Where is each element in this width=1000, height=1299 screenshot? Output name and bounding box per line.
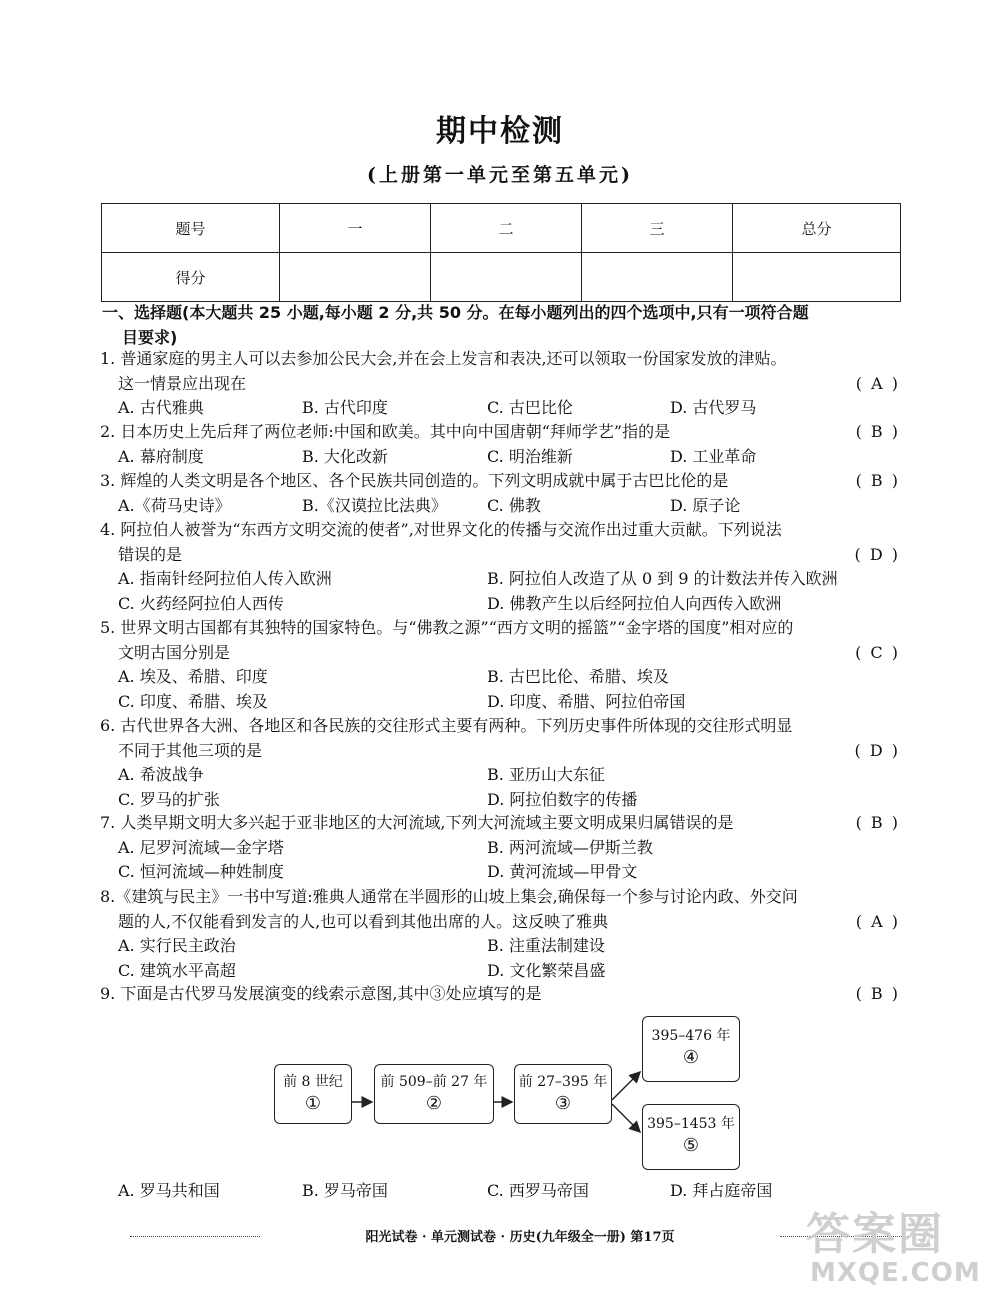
question-3 xyxy=(100,469,900,518)
page-title: 期中检测 xyxy=(436,114,564,149)
options-row xyxy=(100,396,900,421)
score-header-cell: 三 xyxy=(582,204,733,253)
question-7 xyxy=(100,811,900,885)
score-header-cell: 总分 xyxy=(733,204,901,253)
box-period: 前 509–前 27 年 xyxy=(380,1074,488,1090)
option: A.《荷马史诗》 xyxy=(118,495,231,515)
box-number: ④ xyxy=(682,1047,700,1068)
timeline-box xyxy=(374,1064,494,1124)
option: B. 古巴比伦、希腊、埃及 xyxy=(487,667,669,686)
score-cell xyxy=(280,253,431,302)
answer-mark: ( B ) xyxy=(855,984,900,1003)
answer-mark: ( D ) xyxy=(854,740,900,760)
option: B. 亚历山大东征 xyxy=(487,765,605,784)
question-stem: 8.《建筑与民主》一书中写道:雅典人通常在半圆形的山坡上集会,确保每一个参与讨论内政、外交问 xyxy=(100,887,798,906)
score-header-cell: 题号 xyxy=(102,204,280,253)
question-2 xyxy=(100,420,900,469)
timeline-box xyxy=(514,1064,612,1124)
option: D. 拜占庭帝国 xyxy=(670,1181,773,1200)
option: B. 古代印度 xyxy=(302,398,388,417)
option: A. 幕府制度 xyxy=(118,446,204,466)
question-5 xyxy=(100,616,900,714)
answer-mark: ( D ) xyxy=(854,544,900,564)
arrow xyxy=(612,1104,640,1132)
rome-timeline-diagram xyxy=(270,1012,750,1174)
footer-divider xyxy=(130,1236,260,1237)
question-6 xyxy=(100,714,900,812)
watermark-url: MXQE.COM xyxy=(810,1258,981,1288)
box-period: 前 27–395 年 xyxy=(518,1074,608,1090)
timeline-box xyxy=(642,1016,740,1082)
options-row xyxy=(100,445,900,470)
question-stem: 5. 世界文明古国都有其独特的国家特色。与“佛教之源”“西方文明的摇篮”“金字塔的国度”相对应的 xyxy=(100,618,794,637)
score-cell xyxy=(733,253,901,302)
option: D. 原子论 xyxy=(670,495,741,515)
question-stem: 7. 人类早期文明大多兴起于亚非地区的大河流域,下列大河流域主要文明成果归属错误的是 xyxy=(100,813,734,832)
option: D. 文化繁荣昌盛 xyxy=(487,960,606,980)
option: B.《汉谟拉比法典》 xyxy=(302,495,447,515)
page-subtitle: (上册第一单元至第五单元) xyxy=(367,164,633,186)
footer-text: 阳光试卷 · 单元测试卷 · 历史(九年级全一册) 第17页 xyxy=(365,1230,675,1245)
question-stem: 1. 普通家庭的男主人可以去参加公民大会,并在会上发言和表决,还可以领取一份国家发放的津贴。 xyxy=(100,349,787,368)
option: C. 火药经阿拉伯人西传 xyxy=(118,593,284,613)
option: B. 罗马帝国 xyxy=(302,1181,388,1200)
option: A. 埃及、希腊、印度 xyxy=(118,667,268,686)
answer-mark: ( A ) xyxy=(855,373,900,393)
section-heading-line: 一、选择题(本大题共 25 小题,每小题 2 分,共 50 分。在每小题列出的四个选项中,只有一项符合题 xyxy=(102,303,809,322)
box-period: 395–1453 年 xyxy=(647,1116,735,1132)
question-stem: 6. 古代世界各大洲、各地区和各民族的交往形式主要有两种。下列历史事件所体现的交往形式明显 xyxy=(100,716,793,735)
question-stem-cont: 题的人,不仅能看到发言的人,也可以看到其他出席的人。这反映了雅典 xyxy=(118,911,609,931)
watermark-text: 答案圈 xyxy=(806,1209,944,1260)
options-row xyxy=(100,934,900,959)
score-cell xyxy=(582,253,733,302)
options-row xyxy=(100,763,900,788)
box-number: ① xyxy=(304,1093,322,1114)
options-row xyxy=(100,592,900,617)
option: C. 罗马的扩张 xyxy=(118,789,220,809)
options-row xyxy=(100,494,900,519)
score-row-label: 得分 xyxy=(102,253,280,302)
question-stem-cont: 错误的是 xyxy=(118,544,183,564)
options-row xyxy=(100,836,900,861)
options-row xyxy=(100,567,900,592)
arrow xyxy=(612,1072,640,1100)
question-9 xyxy=(100,982,900,1007)
options-row xyxy=(100,959,900,984)
option: A. 指南针经阿拉伯人传入欧洲 xyxy=(118,569,332,588)
option: B. 两河流域—伊斯兰教 xyxy=(487,837,653,857)
option: D. 佛教产生以后经阿拉伯人向西传入欧洲 xyxy=(487,593,782,613)
option: C. 印度、希腊、埃及 xyxy=(118,691,268,711)
option: D. 阿拉伯数字的传播 xyxy=(487,789,638,809)
option: D. 工业革命 xyxy=(670,446,757,466)
section-heading xyxy=(102,300,902,350)
page-footer xyxy=(130,1226,910,1246)
option: C. 明治维新 xyxy=(487,446,573,466)
question-1 xyxy=(100,347,900,421)
box-number: ③ xyxy=(554,1093,572,1114)
section-heading-line: 目要求) xyxy=(122,328,178,347)
box-number: ② xyxy=(425,1093,443,1114)
question-8 xyxy=(100,885,900,983)
options-row xyxy=(100,788,900,813)
answer-mark: ( B ) xyxy=(855,471,900,490)
question-stem: 4. 阿拉伯人被誉为“东西方文明交流的使者”,对世界文化的传播与交流作出过重大贡献。下列说法 xyxy=(100,520,782,539)
score-header-cell: 一 xyxy=(280,204,431,253)
score-cell xyxy=(431,253,582,302)
score-header-cell: 二 xyxy=(431,204,582,253)
option: A. 尼罗河流域—金字塔 xyxy=(118,837,284,857)
score-table-score-row xyxy=(102,253,901,302)
question-stem-cont: 文明古国分别是 xyxy=(118,642,231,662)
score-table-header-row xyxy=(102,204,901,253)
option: A. 罗马共和国 xyxy=(118,1181,220,1200)
watermark-logo xyxy=(806,1198,996,1293)
answer-mark: ( B ) xyxy=(855,422,900,441)
option: D. 古代罗马 xyxy=(670,398,757,417)
option: C. 佛教 xyxy=(487,495,541,515)
question-stem-cont: 这一情景应出现在 xyxy=(118,373,247,393)
score-table xyxy=(101,203,901,302)
options-row xyxy=(100,1179,900,1204)
box-number: ⑤ xyxy=(682,1135,700,1156)
option: B. 大化改新 xyxy=(302,446,388,466)
option: C. 西罗马帝国 xyxy=(487,1181,589,1200)
options-row xyxy=(100,690,900,715)
answer-mark: ( B ) xyxy=(855,813,900,832)
option: C. 古巴比伦 xyxy=(487,398,573,417)
question-stem-cont: 不同于其他三项的是 xyxy=(118,740,263,760)
question-stem: 9. 下面是古代罗马发展演变的线索示意图,其中③处应填写的是 xyxy=(100,984,542,1003)
question-4 xyxy=(100,518,900,616)
option: D. 黄河流域—甲骨文 xyxy=(487,862,638,881)
option: A. 希波战争 xyxy=(118,765,204,784)
timeline-box xyxy=(274,1064,352,1124)
answer-mark: ( C ) xyxy=(855,642,900,662)
option: C. 恒河流域—种姓制度 xyxy=(118,862,284,881)
option: B. 阿拉伯人改造了从 0 到 9 的计数法并传入欧洲 xyxy=(487,569,838,588)
box-period: 395–476 年 xyxy=(651,1028,731,1044)
answer-mark: ( A ) xyxy=(855,911,900,931)
options-row xyxy=(100,665,900,690)
option: A. 古代雅典 xyxy=(118,398,204,417)
question-9-options xyxy=(100,1179,900,1204)
option: B. 注重法制建设 xyxy=(487,936,605,955)
question-stem: 3. 辉煌的人类文明是各个地区、各个民族共同创造的。下列文明成就中属于古巴比伦的是 xyxy=(100,471,729,490)
options-row xyxy=(100,860,900,885)
option: A. 实行民主政治 xyxy=(118,936,236,955)
option: D. 印度、希腊、阿拉伯帝国 xyxy=(487,691,686,711)
option: C. 建筑水平高超 xyxy=(118,960,236,980)
timeline-box xyxy=(642,1104,740,1170)
question-stem: 2. 日本历史上先后拜了两位老师:中国和欧美。其中向中国唐朝“拜师学艺”指的是 xyxy=(100,422,671,441)
box-period: 前 8 世纪 xyxy=(283,1074,343,1090)
